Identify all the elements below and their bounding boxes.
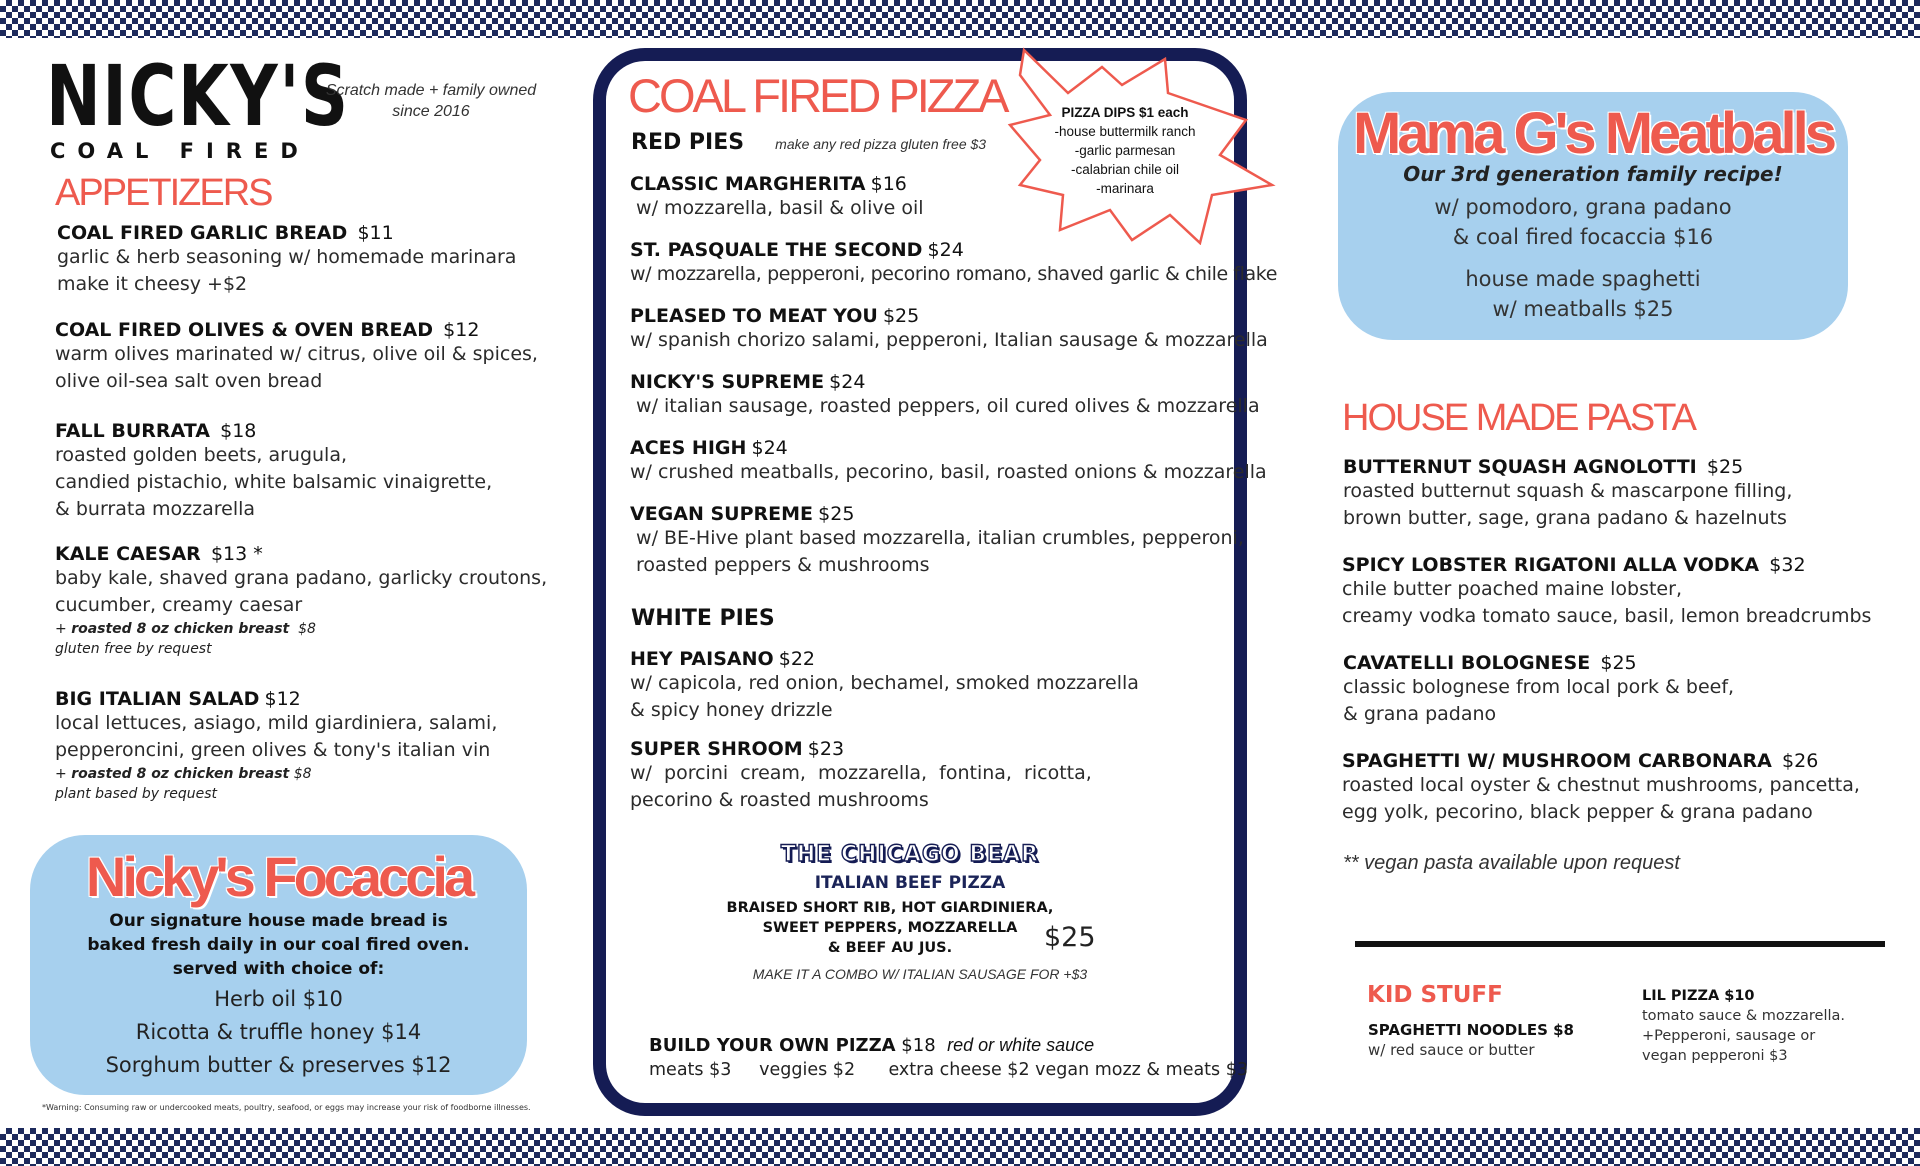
tagline-line: Scratch made + family owned	[325, 82, 537, 99]
kid-stuff-title: KID STUFF	[1367, 982, 1503, 1008]
addon-name: roasted 8 oz chicken breast	[71, 766, 290, 782]
focaccia-box	[30, 835, 527, 1095]
menu-item	[1342, 750, 1860, 826]
item-name: COAL FIRED GARLIC BREAD	[57, 222, 348, 244]
item-desc: cucumber, creamy caesar	[55, 594, 303, 616]
item-desc: pepperoncini, green olives & tony's italian vin	[55, 739, 491, 761]
menu-item	[55, 543, 547, 659]
focaccia-option: Sorghum butter & preserves $12	[105, 1053, 452, 1077]
item-desc: candied pistachio, white balsamic vinaigrette,	[55, 471, 493, 493]
item-desc: egg yolk, pecorino, black pepper & grana padano	[1342, 801, 1813, 823]
item-name: HEY PAISANO	[630, 648, 774, 670]
pasta-title: HOUSE MADE PASTA	[1342, 397, 1695, 439]
focaccia-intro-line: Our signature house made bread is	[109, 911, 448, 931]
dips-item: -calabrian chile oil	[1070, 162, 1180, 177]
meatballs-title: Mama G's Meatballs	[1352, 101, 1834, 166]
item-note: plant based by request	[55, 786, 218, 802]
meatballs-option-2	[1338, 264, 1848, 324]
chicago-desc-line: BRAISED SHORT RIB, HOT GIARDINIERA,	[726, 900, 1054, 916]
kids-pizza-desc: vegan pepperoni $3	[1642, 1048, 1788, 1064]
menu-item	[630, 239, 1277, 288]
build-extras: meats $3 veggies $2 extra cheese $2 vegan mozz & meats $3	[649, 1060, 1248, 1080]
menu-item	[1342, 554, 1871, 630]
logo-subtitle: COAL FIRED	[50, 139, 310, 163]
appetizers-title: APPETIZERS	[55, 172, 272, 214]
menu-item	[1343, 652, 1734, 728]
dips-title: PIZZA DIPS $1 each	[1061, 105, 1189, 120]
addon-price: $8	[298, 621, 316, 637]
vegan-pasta-note: ** vegan pasta available upon request	[1343, 852, 1680, 874]
item-name: SPICY LOBSTER RIGATONI ALLA VODKA	[1342, 554, 1760, 576]
item-price: $12	[443, 319, 480, 341]
item-name: BIG ITALIAN SALAD	[55, 688, 260, 710]
item-price: $25	[882, 305, 920, 327]
kids-spaghetti-desc: w/ red sauce or butter	[1368, 1041, 1535, 1059]
item-name: FALL BURRATA	[55, 420, 210, 442]
item-addon	[55, 764, 497, 784]
item-desc: w/ crushed meatballs, pecorino, basil, roasted onions & mozzarella	[630, 461, 1267, 483]
focaccia-options	[30, 983, 527, 1082]
chicago-desc-line: & BEEF AU JUS.	[827, 940, 953, 956]
menu-item	[55, 420, 492, 523]
item-price: $12	[264, 688, 301, 710]
item-desc: chile butter poached maine lobster,	[1342, 578, 1682, 600]
item-name: PLEASED TO MEAT YOU	[630, 305, 878, 327]
kids-pizza	[1642, 986, 1845, 1066]
item-name: BUTTERNUT SQUASH AGNOLOTTI	[1343, 456, 1697, 478]
item-name: CLASSIC MARGHERITA	[630, 173, 866, 195]
menu-item	[630, 738, 1092, 814]
kids-pizza-desc: +Pepperoni, sausage or	[1642, 1028, 1816, 1044]
build-name: BUILD YOUR OWN PIZZA	[649, 1035, 896, 1056]
item-desc: creamy vodka tomato sauce, basil, lemon breadcrumbs	[1342, 605, 1872, 627]
item-name: SPAGHETTI W/ MUSHROOM CARBONARA	[1342, 750, 1772, 772]
item-desc: w/ capicola, red onion, bechamel, smoked mozzarella	[630, 672, 1139, 694]
item-desc: w/ porcini cream, mozzarella, fontina, ricotta,	[630, 762, 1092, 784]
item-desc: & grana padano	[1343, 703, 1497, 725]
item-price: $24	[751, 437, 788, 459]
dips-item: -house buttermilk ranch	[1054, 124, 1196, 139]
item-price: $24	[927, 239, 964, 261]
build-your-own	[649, 1035, 1094, 1056]
focaccia-option: Ricotta & truffle honey $14	[135, 1020, 422, 1044]
item-name: VEGAN SUPREME	[630, 503, 814, 525]
kids-pizza-name: LIL PIZZA $10	[1642, 988, 1755, 1004]
addon-prefix: +	[55, 621, 72, 637]
item-price: $22	[778, 648, 816, 670]
meatballs-option-1	[1338, 192, 1848, 252]
focaccia-intro-line: baked fresh daily in our coal fired oven.	[87, 935, 470, 955]
divider	[1355, 941, 1885, 947]
menu-item	[55, 319, 538, 395]
dips-item: -marinara	[1096, 181, 1154, 196]
menu-item	[630, 305, 1268, 354]
menu-item	[630, 503, 1244, 579]
checkered-border-bottom	[0, 1128, 1920, 1166]
kids-spaghetti	[1368, 1020, 1574, 1060]
item-price: $11	[357, 222, 394, 244]
item-desc: baby kale, shaved grana padano, garlicky croutons,	[55, 567, 548, 589]
chicago-bear-price: $25	[1044, 922, 1096, 953]
item-price: $32	[1769, 554, 1806, 576]
tagline-line: since 2016	[392, 103, 470, 120]
chicago-bear-desc	[720, 898, 1060, 958]
menu-item	[1343, 456, 1792, 532]
build-price: $18	[901, 1035, 936, 1056]
meatballs-subtitle: Our 3rd generation family recipe!	[1403, 162, 1783, 186]
item-desc: roasted peppers & mushrooms	[630, 554, 930, 576]
red-pies-header	[631, 130, 986, 155]
menu-item	[630, 437, 1267, 486]
item-desc: pecorino & roasted mushrooms	[630, 789, 929, 811]
item-price: $23	[807, 738, 845, 760]
focaccia-option: Herb oil $10	[214, 987, 343, 1011]
focaccia-title: Nicky's Focaccia	[85, 845, 472, 908]
item-desc: & spicy honey drizzle	[630, 699, 833, 721]
food-warning: *Warning: Consuming raw or undercooked meats, poultry, seafood, or eggs may increase your risk of foodborne illnesses.	[42, 1103, 531, 1112]
item-name: CAVATELLI BOLOGNESE	[1343, 652, 1591, 674]
item-desc: make it cheesy +$2	[57, 273, 248, 295]
item-price: $25	[1600, 652, 1637, 674]
item-price: $25	[818, 503, 855, 525]
tagline	[316, 80, 546, 122]
item-desc: olive oil-sea salt oven bread	[55, 370, 323, 392]
build-note: red or white sauce	[947, 1035, 1095, 1055]
item-price: $18	[220, 420, 257, 442]
addon-name: roasted 8 oz chicken breast	[71, 621, 290, 637]
menu-item	[630, 173, 924, 222]
meatballs-line: & coal fired focaccia $16	[1452, 225, 1714, 249]
item-name: KALE CAESAR	[55, 543, 201, 565]
item-desc: roasted local oyster & chestnut mushrooms, pancetta,	[1342, 774, 1860, 796]
logo-wordmark: NICKY'S	[46, 47, 350, 145]
chicago-bear-title: THE CHICAGO BEAR	[780, 842, 1040, 867]
kids-pizza-desc: tomato sauce & mozzarella.	[1642, 1008, 1845, 1024]
item-price: $24	[829, 371, 866, 393]
item-desc: w/ italian sausage, roasted peppers, oil cured olives & mozzarella	[630, 395, 1260, 417]
addon-prefix: +	[55, 766, 72, 782]
item-name: NICKY'S SUPREME	[630, 371, 825, 393]
focaccia-intro	[30, 909, 527, 981]
meatballs-box	[1338, 92, 1848, 340]
meatballs-line: w/ pomodoro, grana padano	[1434, 195, 1732, 219]
item-desc: brown butter, sage, grana padano & hazelnuts	[1343, 507, 1787, 529]
menu-item	[55, 688, 497, 804]
chicago-bear-feature	[640, 842, 1180, 893]
item-desc: & burrata mozzarella	[55, 498, 256, 520]
menu-item	[630, 371, 1260, 420]
item-desc: roasted golden beets, arugula,	[55, 444, 348, 466]
item-price: $25	[1706, 456, 1744, 478]
gluten-free-note: make any red pizza gluten free $3	[775, 136, 987, 152]
menu-item	[630, 648, 1139, 724]
chicago-combo-note: MAKE IT A COMBO W/ ITALIAN SAUSAGE FOR +$3	[752, 966, 1088, 982]
item-desc: classic bolognese from local pork & beef,	[1343, 676, 1735, 698]
item-desc: w/ mozzarella, pepperoni, pecorino romano, shaved garlic & chile flake	[630, 263, 1278, 285]
pizza-title: COAL FIRED PIZZA	[628, 69, 1007, 122]
dips-item: -garlic parmesan	[1074, 143, 1176, 158]
item-name: ACES HIGH	[630, 437, 747, 459]
item-name: SUPER SHROOM	[630, 738, 803, 760]
item-name: COAL FIRED OLIVES & OVEN BREAD	[55, 319, 433, 341]
checkered-border-top	[0, 0, 1920, 38]
item-addon	[55, 619, 547, 639]
focaccia-intro-line: served with choice of:	[172, 959, 385, 979]
item-desc: garlic & herb seasoning w/ homemade marinara	[57, 246, 517, 268]
item-desc: w/ mozzarella, basil & olive oil	[630, 197, 924, 219]
item-name: ST. PASQUALE THE SECOND	[630, 239, 923, 261]
item-price: $13 *	[210, 543, 263, 565]
pizza-dips	[1020, 103, 1230, 198]
item-price: $16	[870, 173, 907, 195]
item-desc: w/ BE-Hive plant based mozzarella, italian crumbles, pepperoni,	[630, 527, 1244, 549]
item-desc: warm olives marinated w/ citrus, olive oil & spices,	[55, 343, 538, 365]
addon-price: $8	[293, 766, 312, 782]
item-note: gluten free by request	[55, 641, 212, 657]
item-desc: local lettuces, asiago, mild giardiniera, salami,	[55, 712, 498, 734]
white-pies-heading: WHITE PIES	[631, 606, 775, 631]
item-desc: w/ spanish chorizo salami, pepperoni, Italian sausage & mozzarella	[630, 329, 1268, 351]
chicago-bear-subtitle: ITALIAN BEEF PIZZA	[814, 873, 1006, 893]
item-desc: roasted butternut squash & mascarpone filling,	[1343, 480, 1793, 502]
chicago-desc-line: SWEET PEPPERS, MOZZARELLA	[762, 920, 1018, 936]
meatballs-line: house made spaghetti	[1465, 267, 1701, 291]
meatballs-line: w/ meatballs $25	[1492, 297, 1674, 321]
red-pies-heading: RED PIES	[631, 130, 745, 155]
kids-spaghetti-name: SPAGHETTI NOODLES $8	[1368, 1021, 1574, 1039]
menu-item	[57, 222, 516, 298]
item-price: $26	[1782, 750, 1819, 772]
